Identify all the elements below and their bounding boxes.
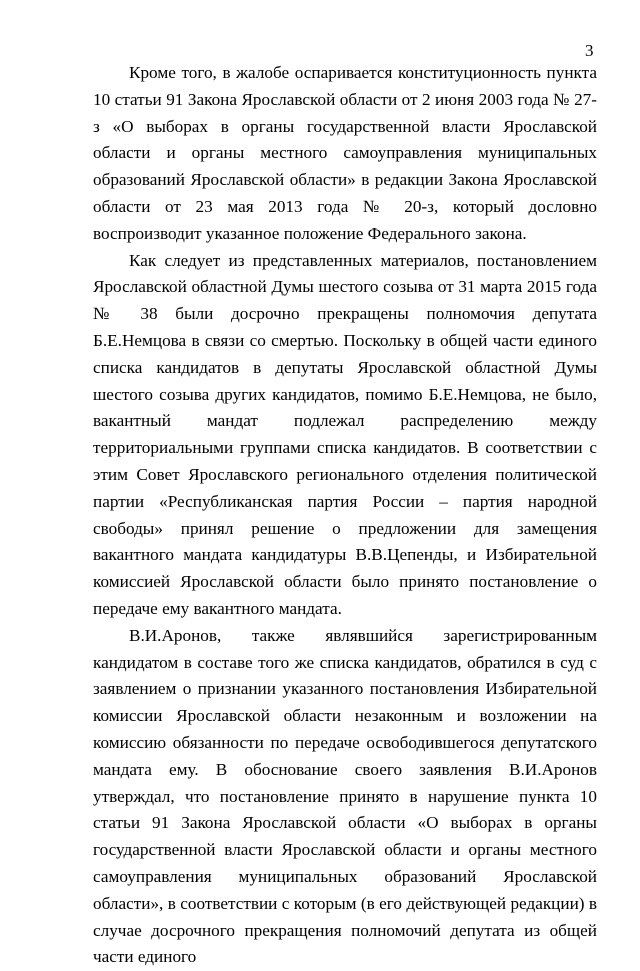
document-body xyxy=(93,60,597,971)
page-number: 3 xyxy=(585,41,594,60)
paragraph-3: В.И.Аронов, также являвшийся зарегистрированным кандидатом в составе того же списка кандидатов, обратился в суд с заявлением о признании указанного постановления Избирательной комиссии Ярославской области незаконным и возложении на комиссию обязанности по передаче освободившегося депутатского мандата ему. В обоснование своего заявления В.И.Аронов утверждал, что постановление принято в нарушение пункта 10 статьи 91 Закона Ярославской области «О выборах в органы государственной власти Ярославской области и органы местного самоуправления муниципальных образований Ярославской области», в соответствии с которым (в его действующей редакции) в случае досрочного прекращения полномочий депутата из общей части единого xyxy=(93,625,597,967)
paragraph-1: Кроме того, в жалобе оспаривается конституционность пункта 10 статьи 91 Закона Ярославской области от 2 июня 2003 года № 27-з «О выборах в органы государственной власти Ярославской области и органы местного самоуправления муниципальных образований Ярославской области» в редакции Закона Ярославской области от 23 мая 2013 года № 20-з, который дословно воспроизводит указанное положение Федерального закона. xyxy=(93,63,597,243)
paragraph-2: Как следует из представленных материалов, постановлением Ярославской областной Думы шестого созыва от 31 марта 2015 года № 38 были досрочно прекращены полномочия депутата Б.Е.Немцова в связи со смертью. Поскольку в общей части единого списка кандидатов в депутаты Ярославской областной Думы шестого созыва других кандидатов, помимо Б.Е.Немцова, не было, вакантный мандат подлежал распределению между территориальными группами списка кандидатов. В соответствии с этим Совет Ярославского регионального отделения политической партии «Республиканская партия России – партия народной свободы» принял решение о предложении для замещения вакантного мандата кандидатуры В.В.Цепенды, и Избирательной комиссией Ярославской области было принято постановление о передаче ему вакантного мандата. xyxy=(93,250,597,618)
